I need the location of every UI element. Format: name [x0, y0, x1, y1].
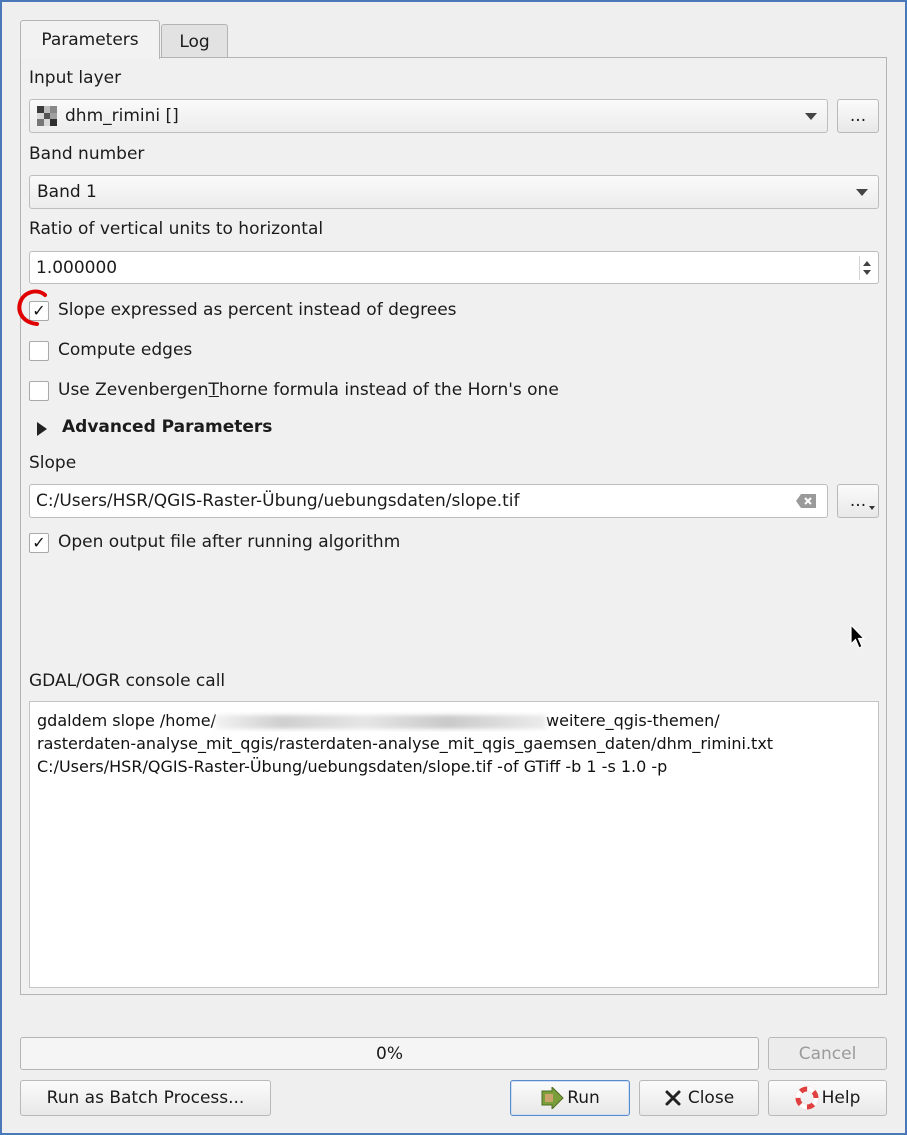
chevron-down-icon	[856, 189, 868, 196]
help-button[interactable]	[768, 1080, 887, 1116]
close-button-label: Close	[687, 1088, 735, 1108]
zevenbergen-label-post: horne formula instead of the Horn's one	[218, 380, 559, 400]
clear-field-icon[interactable]	[795, 493, 817, 514]
input-layer-value: dhm_rimini []	[65, 106, 179, 126]
input-layer-browse-label: ...	[849, 106, 867, 126]
tab-log[interactable]	[161, 24, 228, 58]
zevenbergen-checkbox[interactable]	[29, 381, 49, 401]
open-output-label: Open output file after running algorithm	[58, 532, 401, 552]
cancel-button-label: Cancel	[798, 1043, 857, 1064]
console-call-label: GDAL/OGR console call	[29, 671, 226, 691]
console-line-2: rasterdaten-analyse_mit_qgis/rasterdaten-analyse_mit_qgis_gaemsen_daten/dhm_rimini.txt	[37, 734, 774, 753]
advanced-parameters-label[interactable]: Advanced Parameters	[62, 417, 273, 437]
red-circle-annotation	[15, 287, 57, 329]
ratio-value: 1.000000	[36, 257, 118, 278]
raster-layer-icon	[37, 106, 57, 126]
cancel-button[interactable]	[768, 1037, 887, 1070]
console-line-1-pre: gdaldem slope /home/	[37, 711, 217, 730]
tab-parameters[interactable]	[20, 20, 160, 59]
tab-log-label: Log	[179, 31, 210, 52]
progress-text: 0%	[376, 1043, 403, 1064]
input-layer-label: Input layer	[29, 68, 122, 88]
spin-arrows-icon[interactable]	[859, 256, 874, 280]
console-line-1	[37, 709, 871, 732]
slope-output-field[interactable]	[29, 484, 828, 518]
compute-edges-label: Compute edges	[58, 340, 193, 360]
checkmark-icon: ✓	[32, 533, 46, 552]
band-number-value: Band 1	[37, 182, 97, 202]
progress-bar	[20, 1037, 759, 1070]
batch-process-label: Run as Batch Process...	[46, 1088, 245, 1108]
compute-edges-checkbox[interactable]	[29, 341, 49, 361]
run-icon	[540, 1087, 564, 1109]
band-number-label: Band number	[29, 144, 145, 164]
expand-arrow-icon[interactable]	[36, 421, 48, 442]
checkmark-icon: ✓	[32, 301, 46, 320]
redacted-path	[216, 715, 546, 729]
slope-output-value: C:/Users/HSR/QGIS-Raster-Übung/uebungsdaten/slope.tif	[36, 491, 520, 511]
close-icon	[664, 1089, 682, 1107]
input-layer-browse-button[interactable]	[837, 99, 879, 133]
ratio-spinbox[interactable]	[29, 251, 879, 284]
run-button-label: Run	[567, 1088, 600, 1108]
small-dropdown-icon	[869, 506, 875, 510]
slope-output-browse-button[interactable]	[837, 484, 879, 518]
close-button[interactable]	[639, 1080, 759, 1116]
slope-percent-label: Slope expressed as percent instead of degrees	[58, 300, 457, 320]
chevron-down-icon	[805, 113, 817, 120]
band-number-combo[interactable]	[29, 175, 879, 209]
console-line-1-post: weitere_qgis-themen/	[546, 711, 720, 730]
help-icon	[795, 1086, 819, 1110]
tab-parameters-label: Parameters	[41, 30, 139, 50]
zevenbergen-label	[58, 380, 559, 400]
zevenbergen-label-pre: Use Zevenbergen	[58, 380, 209, 400]
zevenbergen-label-mnemonic: T	[208, 380, 219, 400]
mouse-cursor-icon	[850, 624, 866, 655]
help-button-label: Help	[821, 1088, 861, 1108]
open-output-checkbox[interactable]	[29, 533, 49, 553]
console-line-3: C:/Users/HSR/QGIS-Raster-Übung/uebungsdaten/slope.tif -of GTiff -b 1 -s 1.0 -p	[37, 757, 668, 776]
console-call-text[interactable]	[29, 701, 879, 988]
run-button[interactable]	[510, 1080, 630, 1116]
ratio-label: Ratio of vertical units to horizontal	[29, 219, 324, 239]
slope-output-browse-label: ...	[849, 491, 867, 511]
input-layer-combo[interactable]	[29, 99, 828, 133]
slope-output-label: Slope	[29, 453, 77, 473]
batch-process-button[interactable]	[20, 1080, 271, 1116]
